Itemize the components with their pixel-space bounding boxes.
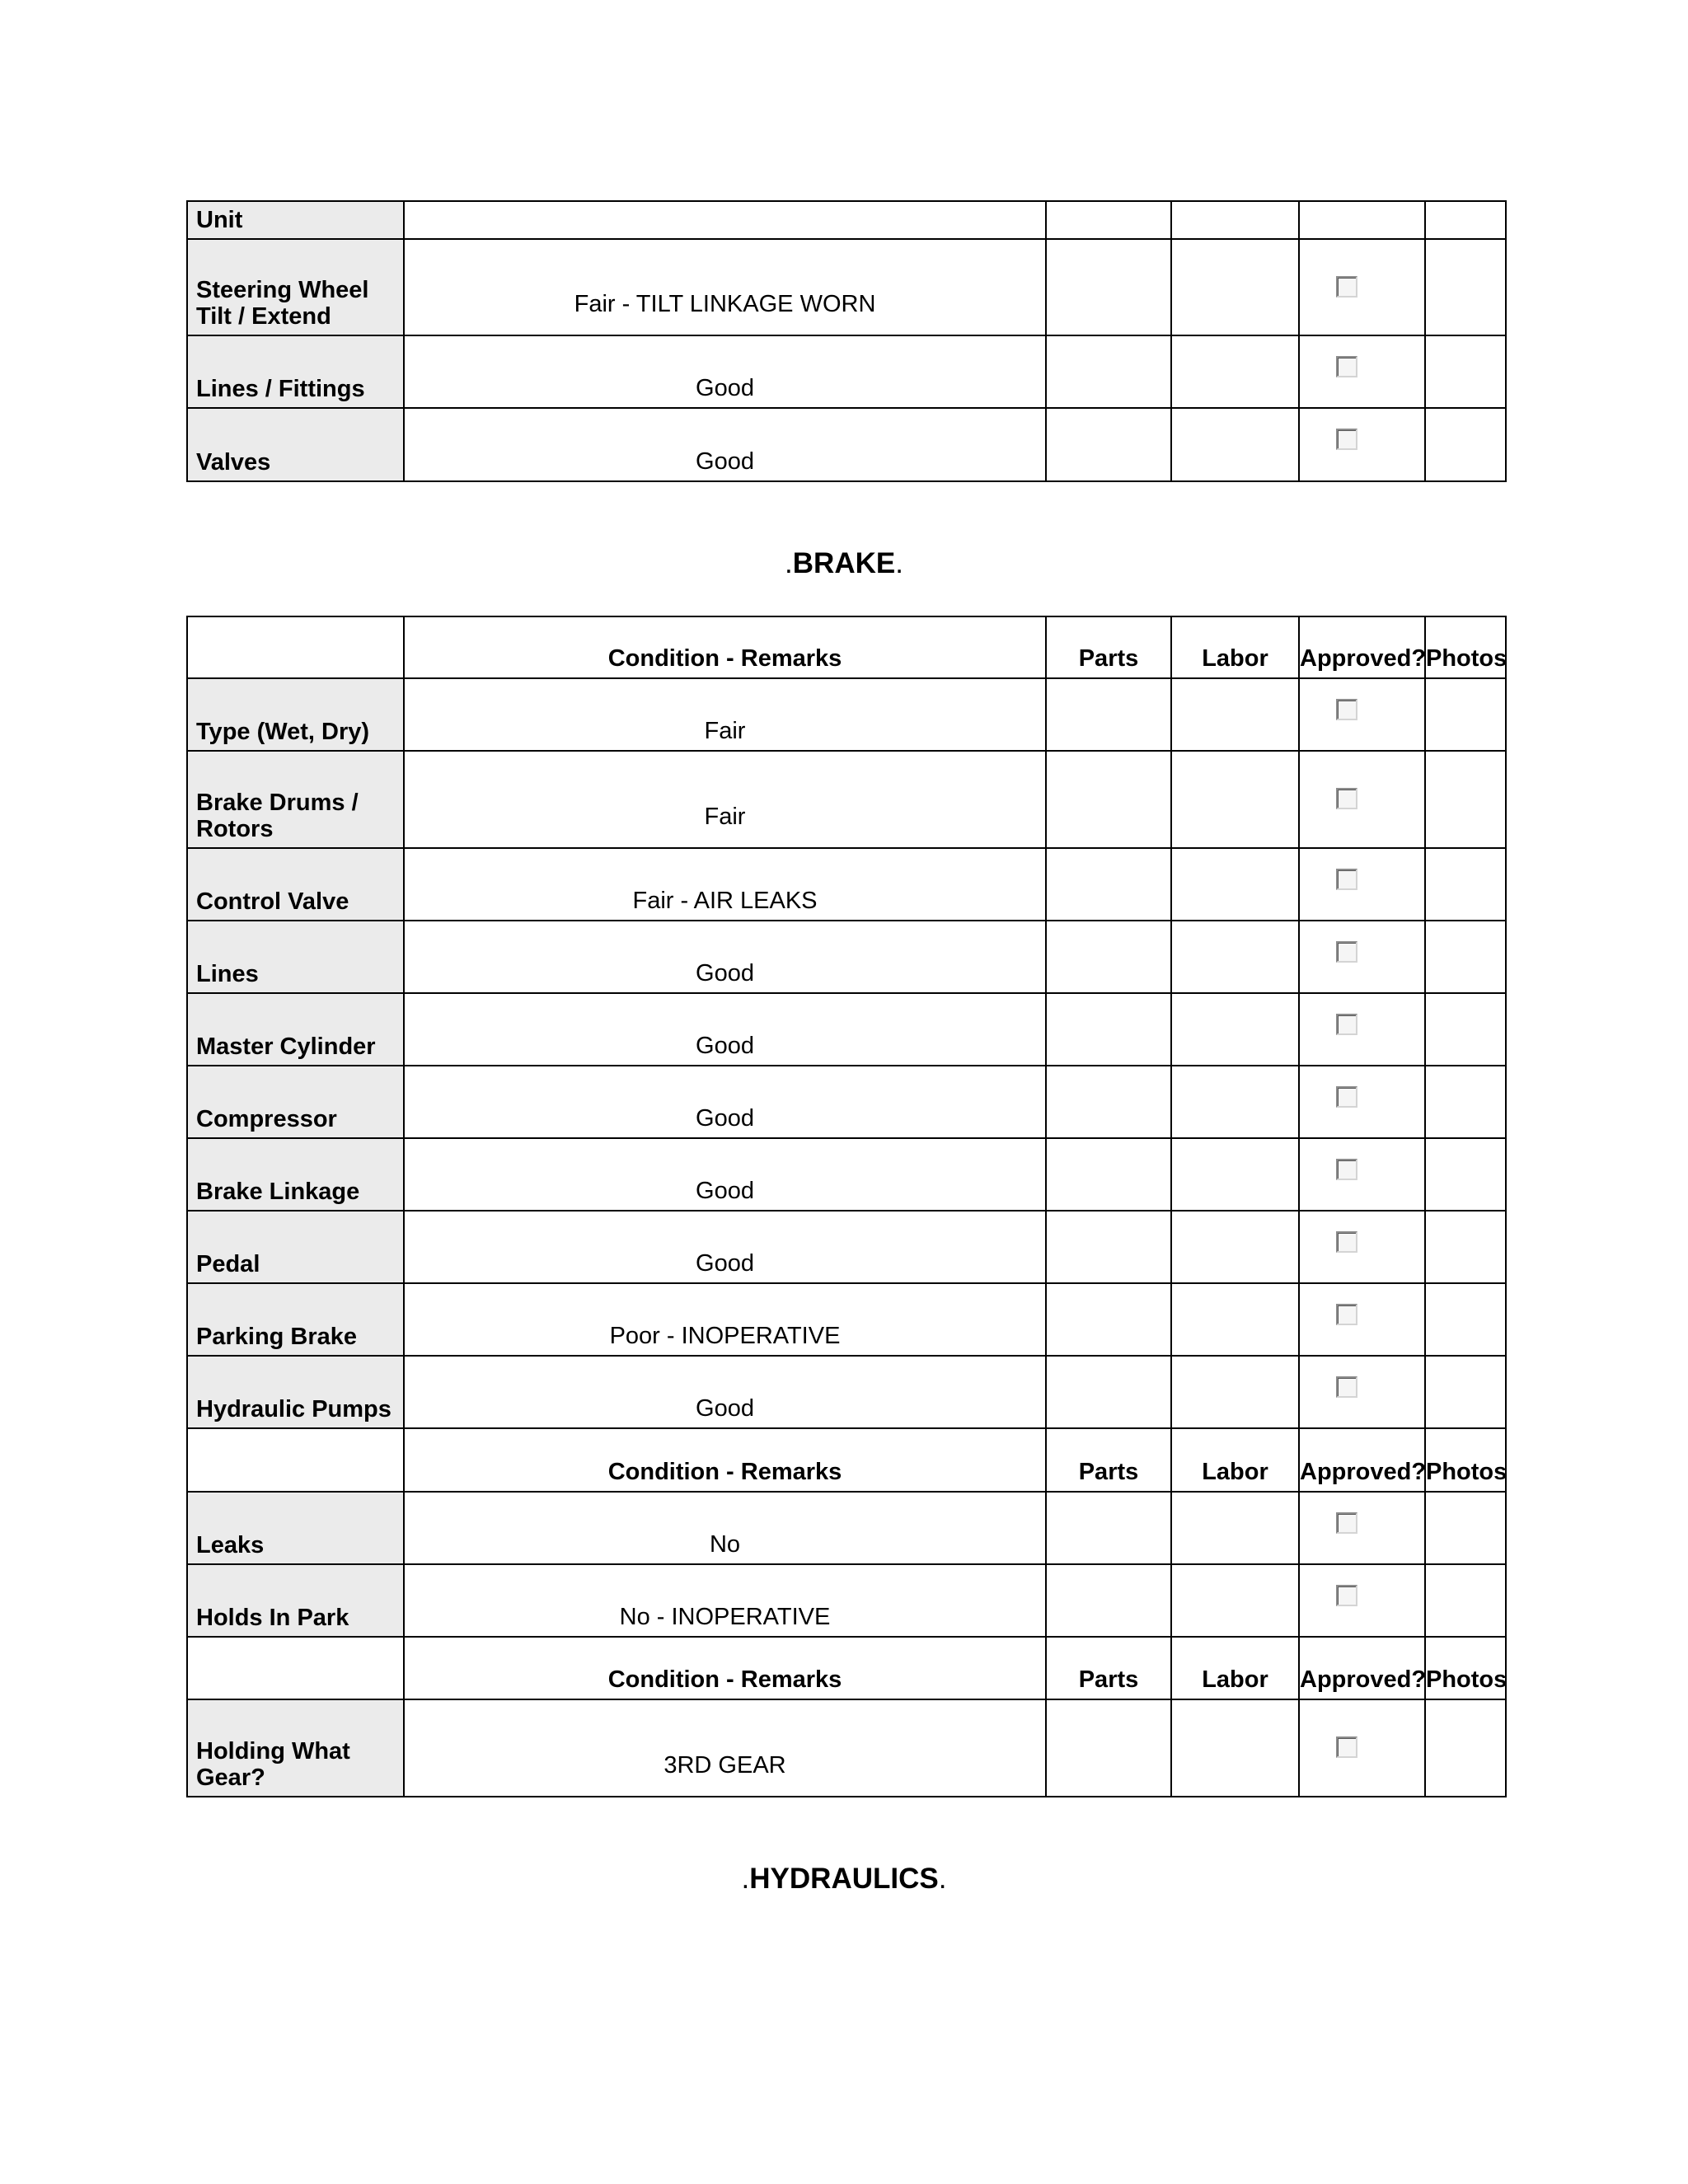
approved-cell	[1299, 993, 1425, 1066]
header-parts: Parts	[1046, 1637, 1171, 1699]
labor-cell[interactable]	[1171, 678, 1299, 751]
condition-cell: Fair - AIR LEAKS	[404, 848, 1046, 921]
parts-cell[interactable]	[1046, 848, 1171, 921]
photos-cell[interactable]	[1425, 993, 1506, 1066]
header-photos: Photos	[1425, 616, 1506, 678]
table-row	[187, 1492, 1506, 1564]
approved-cell	[1299, 1283, 1425, 1356]
parts-cell[interactable]	[1046, 1211, 1171, 1283]
condition-cell: No - INOPERATIVE	[404, 1564, 1046, 1637]
approved-cell	[1299, 408, 1425, 481]
row-label: Parking Brake	[187, 1283, 404, 1356]
parts-cell[interactable]	[1046, 751, 1171, 848]
photos-cell[interactable]	[1425, 1138, 1506, 1211]
approved-checkbox[interactable]	[1336, 941, 1357, 963]
parts-cell[interactable]	[1046, 201, 1171, 239]
table-header-row	[187, 1428, 1506, 1492]
labor-cell[interactable]	[1171, 1699, 1299, 1797]
header-condition: Condition - Remarks	[404, 1428, 1046, 1492]
table-row	[187, 1356, 1506, 1428]
row-label: Lines	[187, 921, 404, 993]
photos-cell[interactable]	[1425, 201, 1506, 239]
header-approved: Approved?	[1299, 1428, 1425, 1492]
row-label: Type (Wet, Dry)	[187, 678, 404, 751]
approved-cell	[1299, 921, 1425, 993]
header-photos: Photos	[1425, 1637, 1506, 1699]
condition-cell: Good	[404, 993, 1046, 1066]
approved-cell	[1299, 201, 1425, 239]
hydraulics-section-title	[0, 1863, 1688, 1896]
labor-cell[interactable]	[1171, 1283, 1299, 1356]
parts-cell[interactable]	[1046, 678, 1171, 751]
photos-cell[interactable]	[1425, 1564, 1506, 1637]
approved-checkbox[interactable]	[1336, 1585, 1357, 1606]
labor-cell[interactable]	[1171, 408, 1299, 481]
approved-checkbox[interactable]	[1336, 1014, 1357, 1035]
table-row	[187, 751, 1506, 848]
labor-cell[interactable]	[1171, 1138, 1299, 1211]
approved-checkbox[interactable]	[1336, 869, 1357, 890]
labor-cell[interactable]	[1171, 921, 1299, 993]
unit-label: Unit	[187, 201, 404, 239]
table-header-row	[187, 1637, 1506, 1699]
approved-checkbox[interactable]	[1336, 1512, 1357, 1534]
row-label: Lines / Fittings	[187, 335, 404, 408]
unit-value-cell[interactable]	[404, 201, 1046, 239]
header-parts: Parts	[1046, 1428, 1171, 1492]
condition-cell: Poor - INOPERATIVE	[404, 1283, 1046, 1356]
row-label: Holding What Gear?	[187, 1699, 404, 1797]
photos-cell[interactable]	[1425, 1356, 1506, 1428]
condition-cell: Good	[404, 921, 1046, 993]
photos-cell[interactable]	[1425, 1492, 1506, 1564]
parts-cell[interactable]	[1046, 1564, 1171, 1637]
labor-cell[interactable]	[1171, 201, 1299, 239]
table-row	[187, 239, 1506, 335]
approved-checkbox[interactable]	[1336, 1736, 1357, 1758]
header-approved: Approved?	[1299, 1637, 1425, 1699]
condition-cell: Fair	[404, 751, 1046, 848]
condition-cell: Good	[404, 1138, 1046, 1211]
header-photos: Photos	[1425, 1428, 1506, 1492]
row-label: Control Valve	[187, 848, 404, 921]
row-label: Brake Linkage	[187, 1138, 404, 1211]
header-approved: Approved?	[1299, 616, 1425, 678]
parts-cell[interactable]	[1046, 1066, 1171, 1138]
approved-checkbox[interactable]	[1336, 1086, 1357, 1108]
header-empty-cell	[187, 1428, 404, 1492]
photos-cell[interactable]	[1425, 678, 1506, 751]
photos-cell[interactable]	[1425, 335, 1506, 408]
labor-cell[interactable]	[1171, 751, 1299, 848]
condition-cell: 3RD GEAR	[404, 1699, 1046, 1797]
labor-cell[interactable]	[1171, 848, 1299, 921]
header-empty-cell	[187, 1637, 404, 1699]
approved-checkbox[interactable]	[1336, 699, 1357, 720]
header-empty-cell	[187, 616, 404, 678]
photos-cell[interactable]	[1425, 751, 1506, 848]
row-label: Holds In Park	[187, 1564, 404, 1637]
condition-cell: Good	[404, 408, 1046, 481]
title-dot: .	[785, 547, 793, 579]
title-dot: .	[741, 1863, 750, 1895]
parts-cell[interactable]	[1046, 1356, 1171, 1428]
table-row	[187, 335, 1506, 408]
approved-cell	[1299, 1138, 1425, 1211]
approved-cell	[1299, 239, 1425, 335]
labor-cell[interactable]	[1171, 1211, 1299, 1283]
parts-cell[interactable]	[1046, 408, 1171, 481]
photos-cell[interactable]	[1425, 408, 1506, 481]
approved-cell	[1299, 1564, 1425, 1637]
header-condition: Condition - Remarks	[404, 616, 1046, 678]
approved-cell	[1299, 1492, 1425, 1564]
parts-cell[interactable]	[1046, 1699, 1171, 1797]
parts-cell[interactable]	[1046, 1138, 1171, 1211]
condition-cell: Good	[404, 1066, 1046, 1138]
table-row	[187, 1699, 1506, 1797]
condition-cell: Good	[404, 1211, 1046, 1283]
header-labor: Labor	[1171, 616, 1299, 678]
approved-cell	[1299, 1066, 1425, 1138]
unit-row	[187, 201, 1506, 239]
approved-checkbox[interactable]	[1336, 1159, 1357, 1180]
photos-cell[interactable]	[1425, 921, 1506, 993]
table-row	[187, 678, 1506, 751]
approved-checkbox[interactable]	[1336, 788, 1357, 809]
approved-checkbox[interactable]	[1336, 429, 1357, 450]
header-condition: Condition - Remarks	[404, 1637, 1046, 1699]
hydraulics-title-text: HYDRAULICS	[749, 1863, 939, 1895]
brake-title-text: BRAKE	[792, 547, 896, 579]
labor-cell[interactable]	[1171, 335, 1299, 408]
table-header-row	[187, 616, 1506, 678]
condition-cell: Fair	[404, 678, 1046, 751]
title-dot: .	[895, 547, 903, 579]
approved-checkbox[interactable]	[1336, 276, 1357, 298]
labor-cell[interactable]	[1171, 239, 1299, 335]
parts-cell[interactable]	[1046, 1283, 1171, 1356]
approved-checkbox[interactable]	[1336, 1376, 1357, 1398]
labor-cell[interactable]	[1171, 1492, 1299, 1564]
header-labor: Labor	[1171, 1637, 1299, 1699]
table-row	[187, 1283, 1506, 1356]
parts-cell[interactable]	[1046, 1492, 1171, 1564]
photos-cell[interactable]	[1425, 848, 1506, 921]
row-label: Steering Wheel Tilt / Extend	[187, 239, 404, 335]
table-row	[187, 921, 1506, 993]
header-labor: Labor	[1171, 1428, 1299, 1492]
labor-cell[interactable]	[1171, 1564, 1299, 1637]
photos-cell[interactable]	[1425, 1066, 1506, 1138]
approved-cell	[1299, 751, 1425, 848]
condition-cell: Fair - TILT LINKAGE WORN	[404, 239, 1046, 335]
row-label: Brake Drums / Rotors	[187, 751, 404, 848]
photos-cell[interactable]	[1425, 1283, 1506, 1356]
approved-cell	[1299, 848, 1425, 921]
approved-checkbox[interactable]	[1336, 1231, 1357, 1253]
table-row	[187, 408, 1506, 481]
approved-cell	[1299, 1211, 1425, 1283]
table-row	[187, 1138, 1506, 1211]
condition-cell: Good	[404, 335, 1046, 408]
table-row	[187, 1564, 1506, 1637]
row-label: Hydraulic Pumps	[187, 1356, 404, 1428]
table-row	[187, 1211, 1506, 1283]
parts-cell[interactable]	[1046, 921, 1171, 993]
row-label: Master Cylinder	[187, 993, 404, 1066]
brake-table	[186, 616, 1507, 1797]
approved-cell	[1299, 678, 1425, 751]
approved-checkbox[interactable]	[1336, 356, 1357, 377]
parts-cell[interactable]	[1046, 993, 1171, 1066]
labor-cell[interactable]	[1171, 993, 1299, 1066]
labor-cell[interactable]	[1171, 1356, 1299, 1428]
steering-table	[186, 200, 1507, 482]
photos-cell[interactable]	[1425, 239, 1506, 335]
row-label: Compressor	[187, 1066, 404, 1138]
table-row	[187, 1066, 1506, 1138]
title-dot: .	[938, 1863, 947, 1895]
approved-cell	[1299, 1356, 1425, 1428]
table-row	[187, 848, 1506, 921]
condition-cell: Good	[404, 1356, 1046, 1428]
labor-cell[interactable]	[1171, 1066, 1299, 1138]
approved-cell	[1299, 1699, 1425, 1797]
parts-cell[interactable]	[1046, 335, 1171, 408]
row-label: Valves	[187, 408, 404, 481]
condition-cell: No	[404, 1492, 1046, 1564]
photos-cell[interactable]	[1425, 1211, 1506, 1283]
row-label: Leaks	[187, 1492, 404, 1564]
approved-checkbox[interactable]	[1336, 1304, 1357, 1325]
photos-cell[interactable]	[1425, 1699, 1506, 1797]
table-row	[187, 993, 1506, 1066]
header-parts: Parts	[1046, 616, 1171, 678]
parts-cell[interactable]	[1046, 239, 1171, 335]
brake-section-title	[0, 547, 1688, 580]
approved-cell	[1299, 335, 1425, 408]
row-label: Pedal	[187, 1211, 404, 1283]
